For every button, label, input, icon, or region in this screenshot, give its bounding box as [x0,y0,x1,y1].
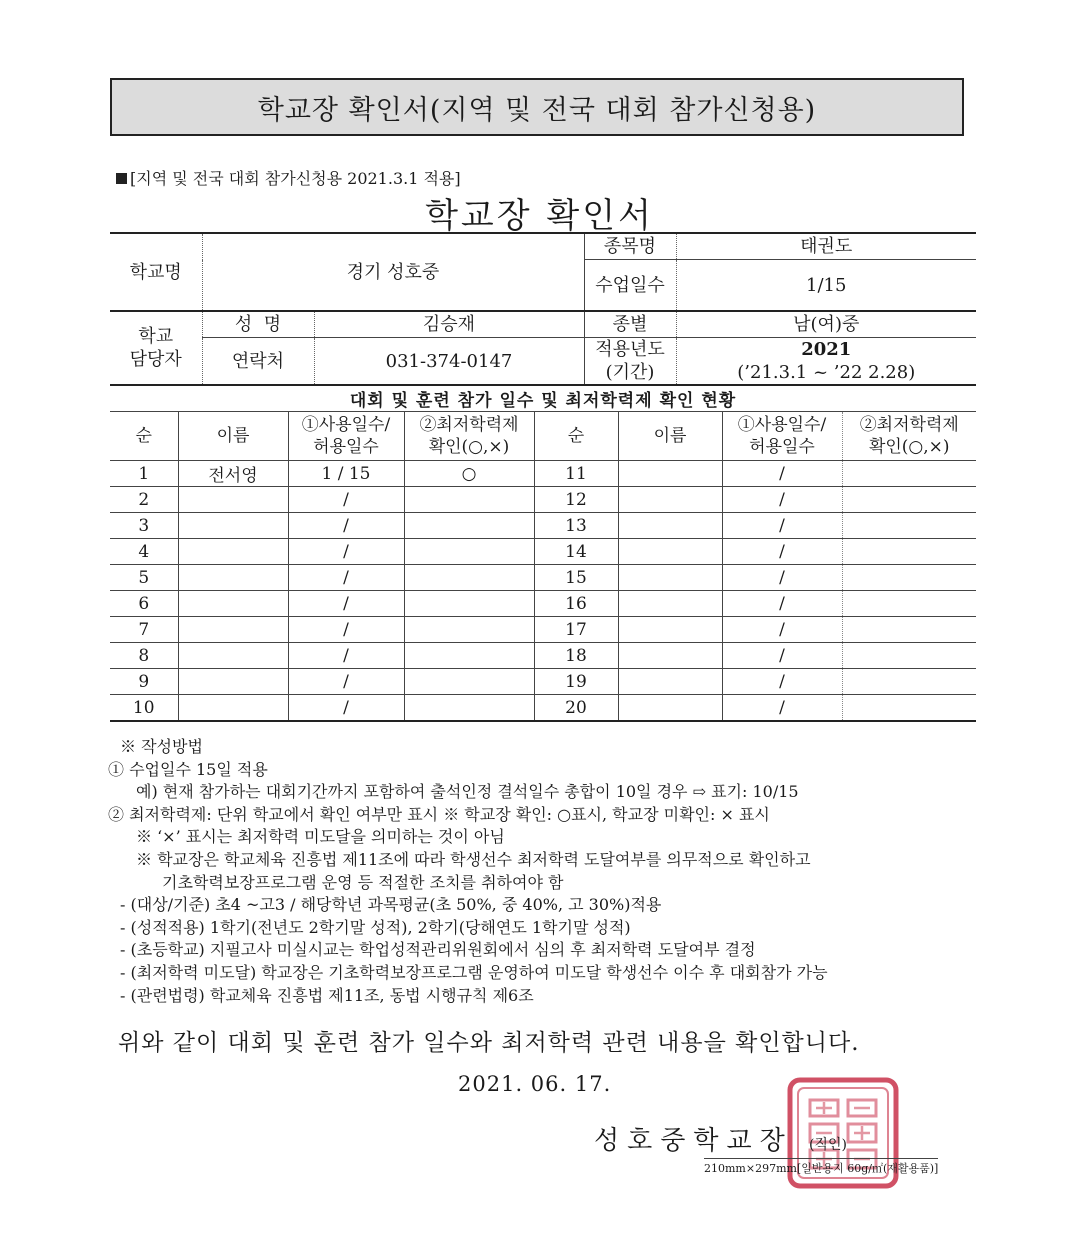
form-tag-text: [지역 및 전국 대회 참가신청용 2021.3.1 적용] [130,169,461,188]
row-days: / [722,487,842,513]
row-name [618,461,722,487]
school-value: 경기 성호중 [202,233,584,311]
gender-value: 남(여)중 [676,311,976,338]
note-line: ※ ‘×’ 표시는 최저학력 미도달을 의미하는 것이 아님 [136,827,505,847]
row-name [618,695,722,722]
row-days: / [288,565,404,591]
row-check: ○ [404,461,534,487]
row-days: / [722,565,842,591]
table-row [110,617,976,643]
col-check-left-1: ②최저학력제 [419,415,519,435]
confirm-statement: 위와 같이 대회 및 훈련 참가 일수와 최저학력 관련 내용을 확인합니다. [118,1030,860,1056]
col-name-left: 이름 [178,412,288,461]
row-days: / [288,695,404,722]
col-no-right: 순 [534,412,618,461]
row-no: 7 [110,617,178,643]
row-name [618,487,722,513]
row-no: 15 [534,565,618,591]
row-name [178,591,288,617]
note-line: 예) 현재 참가하는 대회기간까지 포함하여 출석인정 결석일수 총합이 10일 경우 ⇨ 표기: 10/15 [136,782,799,802]
table-row [110,591,976,617]
row-no: 9 [110,669,178,695]
col-no-left: 순 [110,412,178,461]
info-table [110,232,976,386]
row-days: / [288,643,404,669]
row-no: 17 [534,617,618,643]
form-tag [116,166,461,189]
row-check [404,513,534,539]
main-title: 학교장 확인서 [425,196,654,236]
table-row [110,695,976,722]
principal-name: 성호중학교장 [594,1126,793,1156]
note-line: - (관련법령) 학교체육 진흥법 제11조, 동법 시행규칙 제6조 [120,985,534,1005]
table-row [110,565,976,591]
status-table [110,386,976,722]
note-line: ① 수업일수 15일 적용 [108,759,268,779]
contact-value: 031-374-0147 [314,338,584,386]
status-title: 대회 및 훈련 참가 일수 및 최저학력제 확인 현황 [110,386,976,412]
period-label-2: (기간) [605,362,655,383]
writing-instructions [108,736,980,1007]
class-days-value: 1/15 [676,260,976,312]
note-line: ※ 학교장은 학교체육 진흥법 제11조에 따라 학생선수 최저학력 도달여부를 의무적으로 확인하고 [136,849,811,869]
row-check [404,695,534,722]
row-name [178,695,288,722]
row-name [178,539,288,565]
row-no: 13 [534,513,618,539]
row-name [618,513,722,539]
school-label: 학교명 [110,233,202,311]
row-no: 1 [110,461,178,487]
gender-label: 종별 [584,311,676,338]
col-check-right-1: ②최저학력제 [859,415,959,435]
row-check [842,539,976,565]
manager-label-1: 학교 [138,326,174,347]
row-name [618,617,722,643]
table-row [110,643,976,669]
row-days: / [288,513,404,539]
row-name [178,669,288,695]
row-check [842,461,976,487]
row-no: 5 [110,565,178,591]
col-check-left [404,412,534,461]
row-check [842,643,976,669]
col-name-right: 이름 [618,412,722,461]
row-no: 18 [534,643,618,669]
row-name [618,539,722,565]
row-days: / [288,487,404,513]
col-check-right-2: 확인(○,×) [868,437,950,457]
row-no: 4 [110,539,178,565]
note-heading: ※ 작성방법 [120,737,203,756]
row-name [178,643,288,669]
row-no: 2 [110,487,178,513]
period-year: 2021 [801,339,852,360]
seal-note: (직인) [808,1137,847,1153]
row-check [842,565,976,591]
table-row [110,487,976,513]
row-days: 1 / 15 [288,461,404,487]
note-line: - (성적적용) 1학기(전년도 2학기말 성적), 2학기(당해연도 1학기말 성적) [120,917,631,937]
row-check [404,617,534,643]
row-days: / [722,539,842,565]
col-check-right [842,412,976,461]
row-no: 10 [110,695,178,722]
col-days-left-2: 허용일수 [313,437,379,457]
table-row [110,461,976,487]
row-check [842,669,976,695]
row-check [842,591,976,617]
row-check [404,669,534,695]
paper-spec: 210mm×297mm[일반용지 60g/㎡(재활용품)] [704,1158,938,1176]
row-check [404,591,534,617]
col-days-right-1: ①사용일수/ [737,415,827,435]
row-days: / [722,669,842,695]
row-name [618,565,722,591]
col-days-left-1: ①사용일수/ [301,415,391,435]
row-days: / [722,695,842,722]
note-line: 기초학력보장프로그램 운영 등 적절한 조치를 취하여야 함 [162,872,564,892]
col-check-left-2: 확인(○,×) [428,437,510,457]
sport-label: 종목명 [584,233,676,260]
name-label: 성 명 [202,311,314,338]
row-check [404,565,534,591]
row-no: 8 [110,643,178,669]
manager-label-2: 담당자 [129,349,182,370]
row-no: 20 [534,695,618,722]
row-check [842,617,976,643]
principal-signature [594,1120,847,1157]
row-name [178,617,288,643]
row-no: 12 [534,487,618,513]
row-days: / [288,617,404,643]
row-days: / [722,591,842,617]
row-no: 6 [110,591,178,617]
col-days-left [288,412,404,461]
note-line: - (최저학력 미도달) 학교장은 기초학력보장프로그램 운영하여 미도달 학생선수 이수 후 대회참가 가능 [120,962,828,982]
manager-label [110,311,202,385]
row-name [618,669,722,695]
row-check [842,695,976,722]
row-name: 전서영 [178,461,288,487]
row-no: 3 [110,513,178,539]
period-value [676,338,976,386]
row-days: / [722,617,842,643]
row-check [404,643,534,669]
row-days: / [288,591,404,617]
row-days: / [722,513,842,539]
banner-title: 학교장 확인서(지역 및 전국 대회 참가신청용) [110,78,964,136]
sport-value: 태권도 [676,233,976,260]
col-days-right-2: 허용일수 [749,437,815,457]
period-label-1: 적용년도 [595,339,665,360]
note-line: - (대상/기준) 초4 ~고3 / 해당학년 과목평균(초 50%, 중 40%, 고 30%)적용 [120,895,662,915]
row-days: / [722,643,842,669]
table-row [110,669,976,695]
row-days: / [288,539,404,565]
row-check [842,513,976,539]
issue-date: 2021. 06. 17. [458,1072,612,1096]
period-range: (’21.3.1 ~ ’22 2.28) [737,362,916,383]
row-name [178,487,288,513]
row-name [618,591,722,617]
row-name [618,643,722,669]
row-no: 19 [534,669,618,695]
row-no: 14 [534,539,618,565]
contact-label: 연락처 [202,338,314,386]
note-line: ② 최저학력제: 단위 학교에서 확인 여부만 표시 ※ 학교장 확인: ○표시, 학교장 미확인: × 표시 [108,804,770,824]
table-row [110,539,976,565]
row-check [842,487,976,513]
row-no: 11 [534,461,618,487]
name-value: 김승재 [314,311,584,338]
row-check [404,539,534,565]
period-label [584,338,676,386]
row-name [178,513,288,539]
note-line: - (초등학교) 지필고사 미실시교는 학업성적관리위원회에서 심의 후 최저학력 도달여부 결정 [120,940,756,960]
row-days: / [288,669,404,695]
col-days-right [722,412,842,461]
class-days-label: 수업일수 [584,260,676,312]
square-bullet-icon [116,173,127,184]
row-check [404,487,534,513]
row-no: 16 [534,591,618,617]
table-row [110,513,976,539]
row-name [178,565,288,591]
row-days: / [722,461,842,487]
